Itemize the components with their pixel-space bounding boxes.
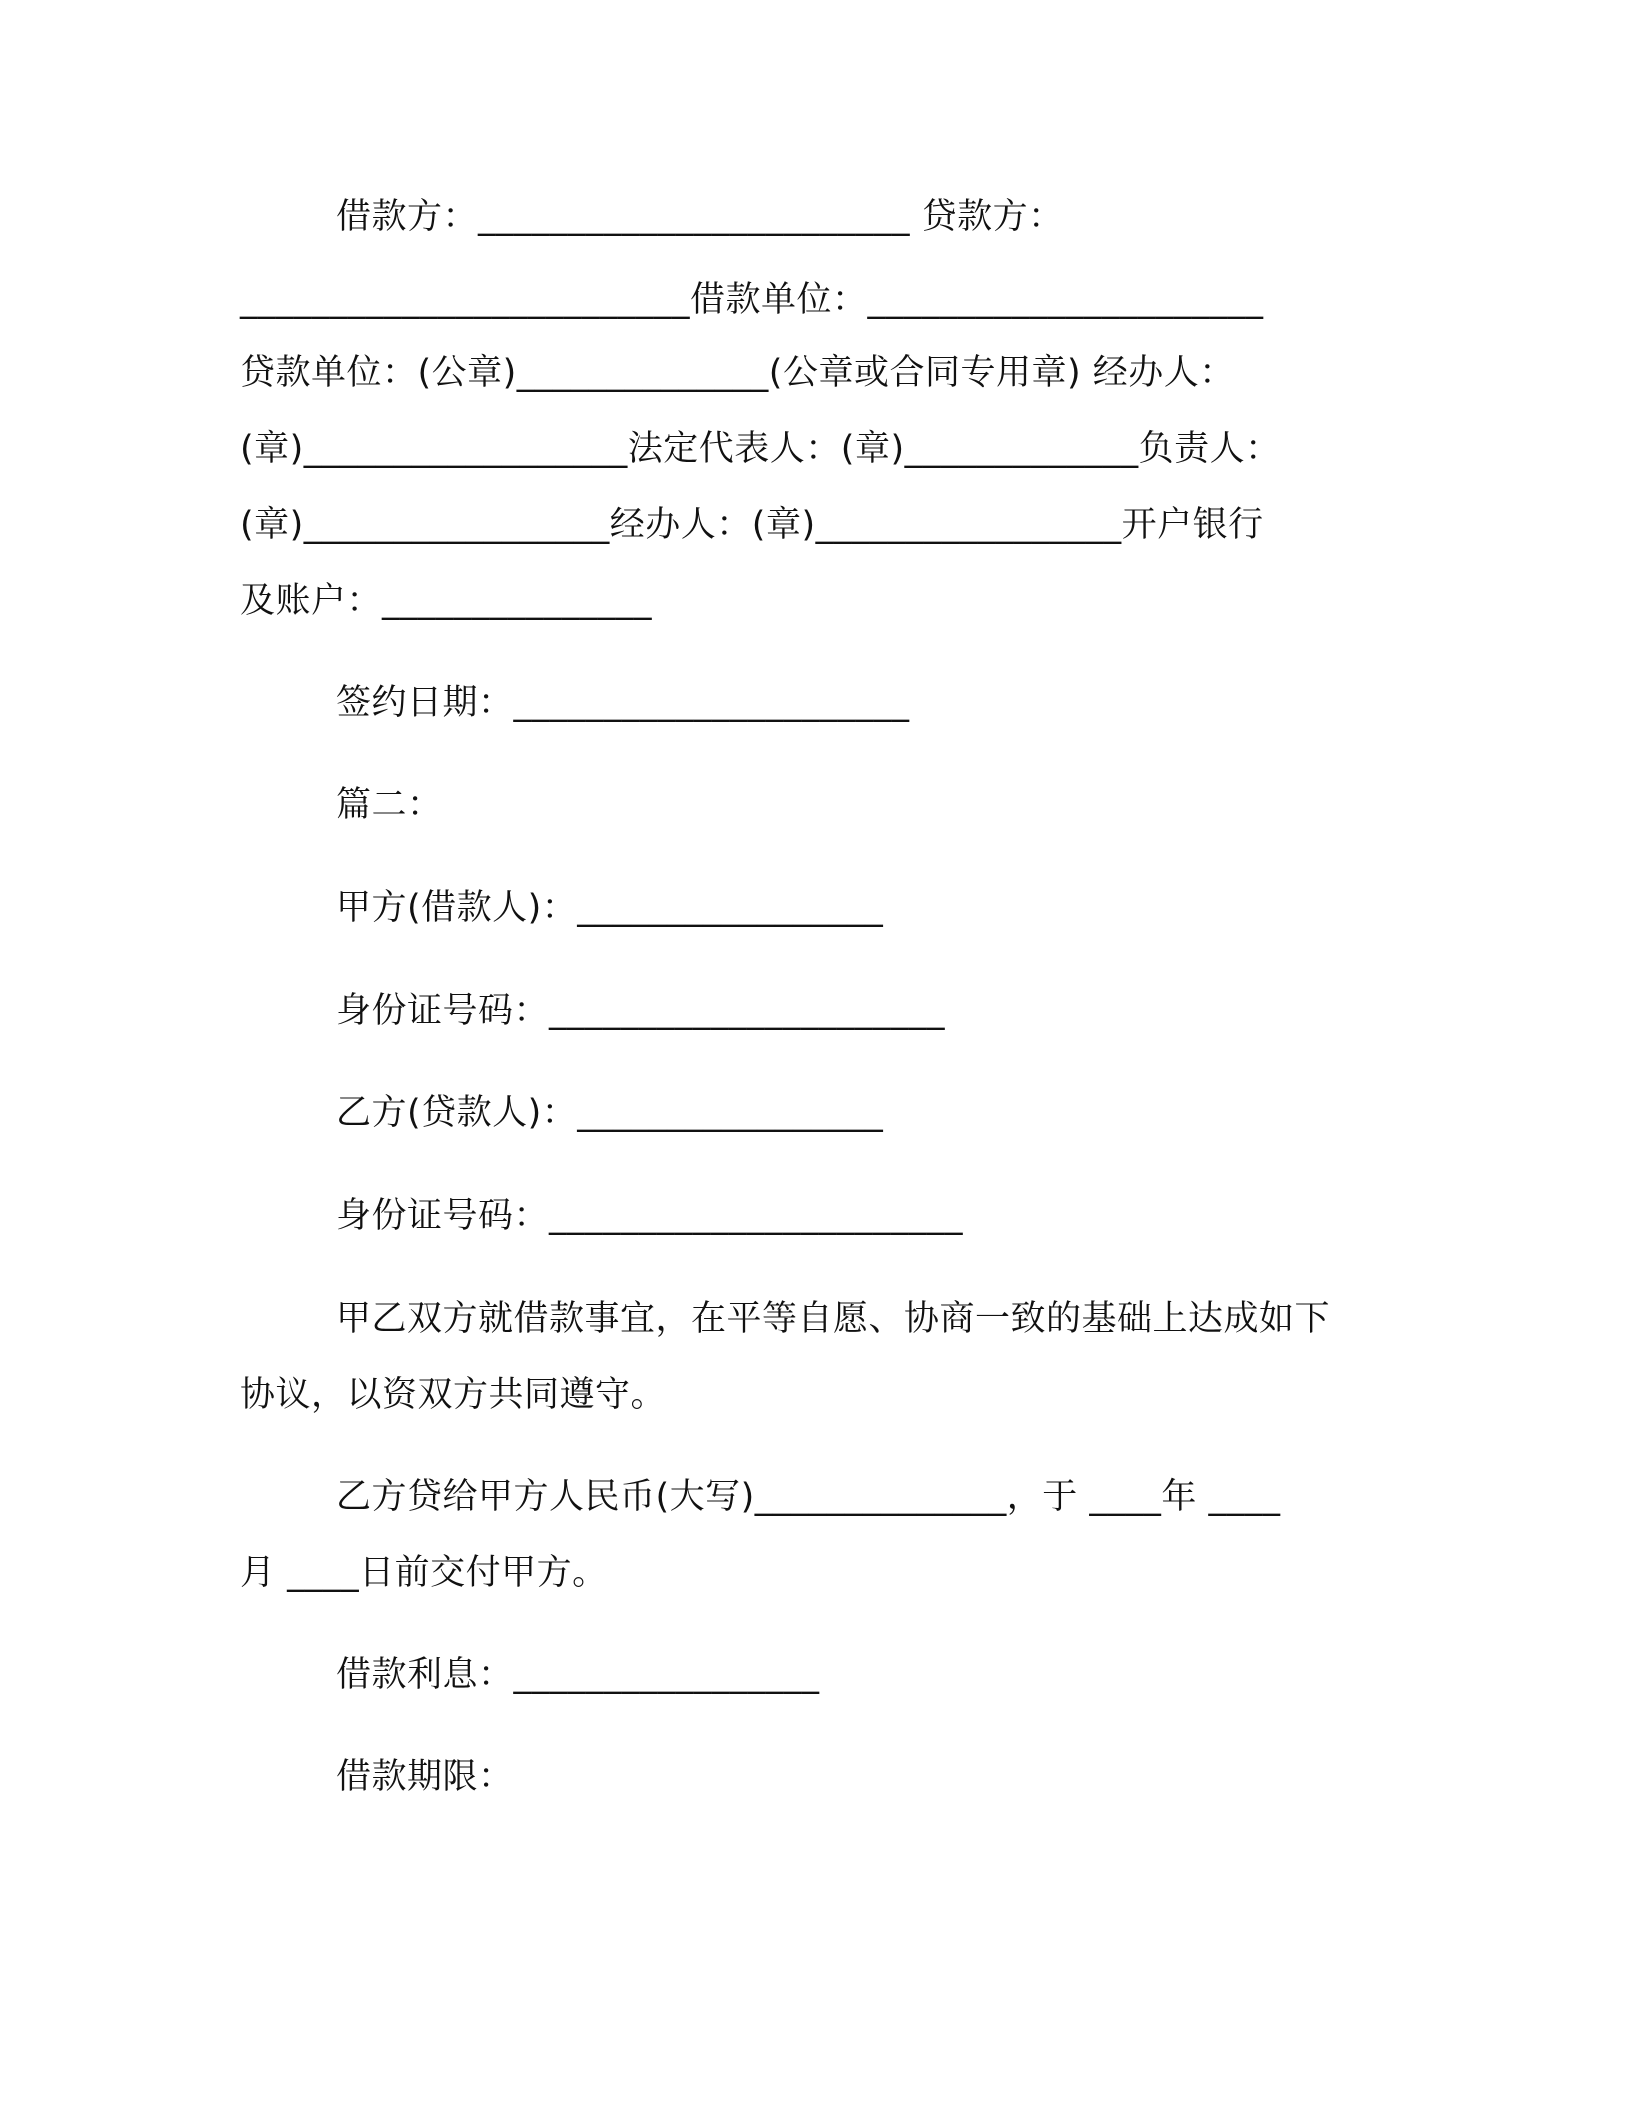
loan-interest-line: 借款利息：_________________ <box>336 1655 820 1695</box>
party-a-id-line: 身份证号码：______________________ <box>336 991 946 1031</box>
agreement-paragraph-line-2: 协议，以资双方共同遵守。 <box>240 1375 667 1415</box>
party-b-id-line: 身份证号码：_______________________ <box>336 1196 964 1236</box>
borrowing-unit-line: _________________________借款单位：______________________ <box>240 280 1264 320</box>
signing-date-line: 签约日期：______________________ <box>336 683 910 723</box>
lending-unit-line: 贷款单位：(公章)______________(公章或合同专用章) 经办人： <box>240 353 1235 393</box>
party-b-line: 乙方(贷款人)：_________________ <box>336 1093 884 1133</box>
agreement-paragraph-line-1: 甲乙双方就借款事宜，在平等自愿、协商一致的基础上达成如下 <box>336 1299 1331 1339</box>
legal-representative-line: (章)__________________法定代表人：(章)_____________负责人： <box>240 429 1281 469</box>
section-two-heading: 篇二： <box>336 785 443 825</box>
handler-bank-line: (章)_________________经办人：(章)_________________开户银行 <box>240 505 1264 545</box>
loan-amount-line-2: 月 ____日前交付甲方。 <box>240 1553 608 1593</box>
loan-amount-line-1: 乙方贷给甲方人民币(大写)______________，于 ____年 ____ <box>336 1477 1281 1517</box>
loan-term-line: 借款期限： <box>336 1757 514 1797</box>
borrower-lender-line: 借款方：________________________ 贷款方： <box>336 197 1064 237</box>
account-line: 及账户：_______________ <box>240 581 653 621</box>
party-a-line: 甲方(借款人)：_________________ <box>336 888 884 928</box>
